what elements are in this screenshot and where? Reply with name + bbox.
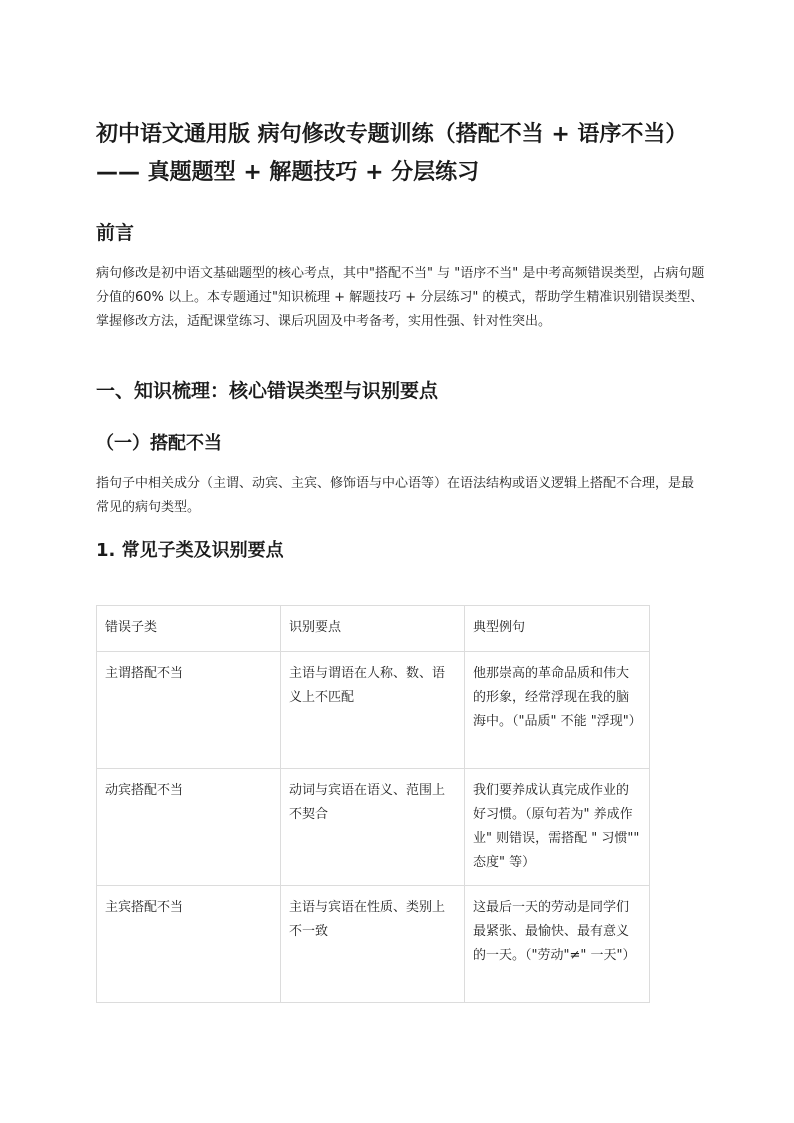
- table-header-cell: 错误子类: [97, 606, 281, 652]
- section-heading-knowledge: 一、知识梳理：核心错误类型与识别要点: [96, 380, 439, 402]
- table-header-cell: 识别要点: [281, 606, 465, 652]
- table-cell-example: 他那崇高的革命品质和伟大的形象，经常浮现在我的脑海中。（"品质" 不能 "浮现"）: [465, 652, 650, 769]
- table-cell-point: 主语与宾语在性质、类别上不一致: [281, 886, 465, 1003]
- table-cell-example: 我们要养成认真完成作业的好习惯。（原句若为" 养成作业" 则错误，需搭配 " 习惯"" 态度" 等）: [465, 769, 650, 886]
- subsection-heading-collocation: （一）搭配不当: [96, 433, 222, 454]
- table-header-cell: 典型例句: [465, 606, 650, 652]
- table-cell-type: 主谓搭配不当: [97, 652, 281, 769]
- subsubsection-heading-types: 1. 常见子类及识别要点: [96, 540, 284, 561]
- document-title: 初中语文通用版 病句修改专题训练（搭配不当 + 语序不当）—— 真题题型 + 解题技巧 + 分层练习: [96, 122, 688, 185]
- table-cell-point: 动词与宾语在语义、范围上不契合: [281, 769, 465, 886]
- preface-heading: 前言: [96, 222, 135, 244]
- table-cell-type: 主宾搭配不当: [97, 886, 281, 1003]
- table-row: [97, 769, 650, 886]
- table-row: [97, 652, 650, 769]
- table-cell-point: 主语与谓语在人称、数、语义上不匹配: [281, 652, 465, 769]
- table-row: [97, 886, 650, 1003]
- error-types-table: [96, 605, 650, 1003]
- collocation-definition: 指句子中相关成分（主谓、动宾、主宾、修饰语与中心语等）在语法结构或语义逻辑上搭配不合理，是最常见的病句类型。: [96, 476, 695, 515]
- table-cell-type: 动宾搭配不当: [97, 769, 281, 886]
- table-cell-example: 这最后一天的劳动是同学们最紧张、最愉快、最有意义的一天。（"劳动"≠" 一天"）: [465, 886, 650, 1003]
- preface-paragraph: 病句修改是初中语文基础题型的核心考点，其中"搭配不当" 与 "语序不当" 是中考高频错误类型，占病句题分值的60% 以上。本专题通过"知识梳理 + 解题技巧 + 分层练习" 的模式，帮助学生精准识别错误类型、掌握修改方法，适配课堂练习、课后巩固及中考备考，实用性强、针对性突出。: [96, 266, 705, 329]
- table-header-row: [97, 606, 650, 652]
